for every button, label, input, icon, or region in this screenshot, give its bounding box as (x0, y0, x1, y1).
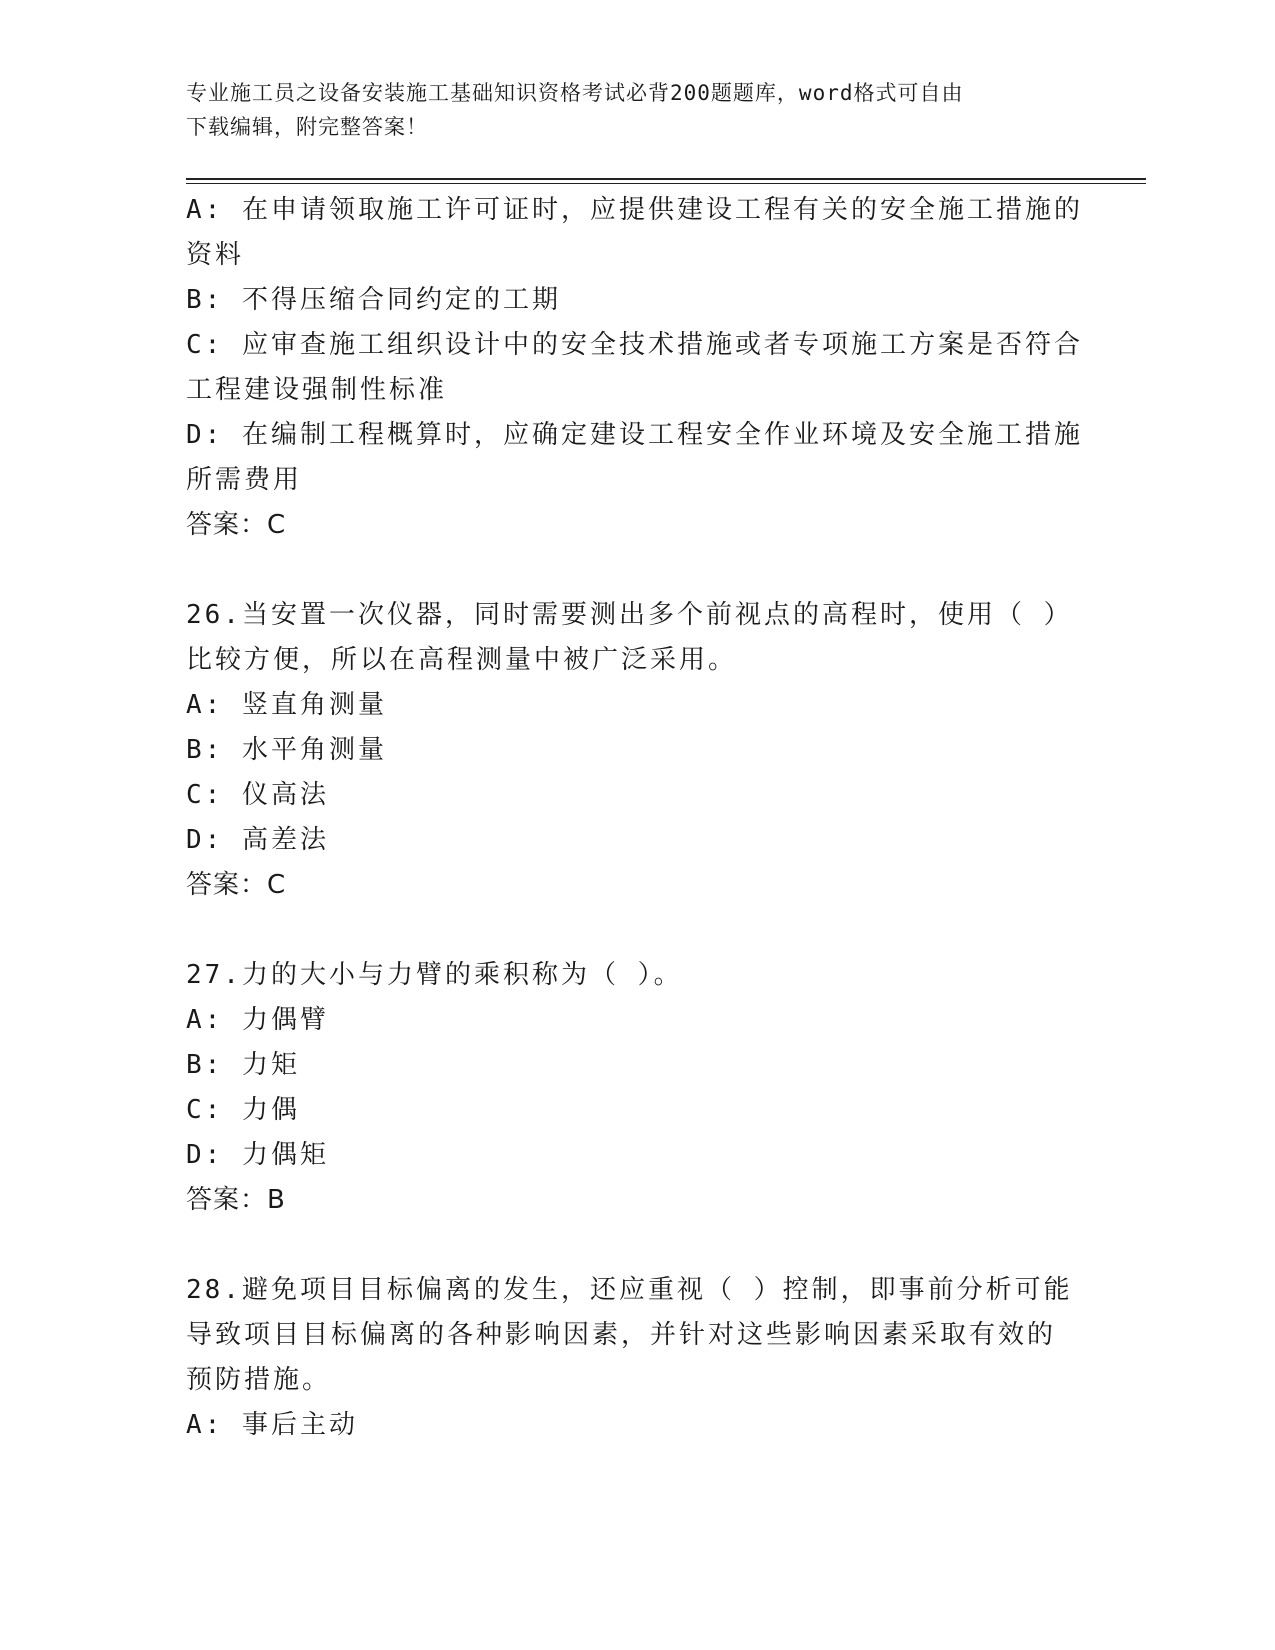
q28-question-line1: 28.避免项目目标偏离的发生，还应重视（ ）控制，即事前分析可能 (186, 1275, 1073, 1305)
q25-option-d-line2: 所需费用 (186, 465, 303, 495)
document-body (186, 188, 1086, 1448)
q28-question-line2: 导致项目目标偏离的各种影响因素，并针对这些影响因素采取有效的 (186, 1320, 1057, 1350)
q27-question-line1: 27.力的大小与力臂的乘积称为（ ）。 (186, 960, 683, 990)
q27-option-b: B: 力矩 (186, 1050, 300, 1080)
question-25-block (186, 188, 1086, 548)
spacer (186, 908, 1086, 953)
q26-option-b: B: 水平角测量 (186, 735, 387, 765)
q25-option-a-line1: A: 在申请领取施工许可证时，应提供建设工程有关的安全施工措施的 (186, 195, 1083, 225)
header-line-2: 下载编辑，附完整答案！ (186, 115, 428, 139)
question-26-block (186, 593, 1086, 908)
q26-option-d: D: 高差法 (186, 825, 329, 855)
q27-option-c: C: 力偶 (186, 1095, 300, 1125)
q28-question-line3: 预防措施。 (186, 1365, 332, 1395)
q25-option-a-line2: 资料 (186, 240, 245, 270)
q27-option-d: D: 力偶矩 (186, 1140, 329, 1170)
q26-question-line2: 比较方便，所以在高程测量中被广泛采用。 (186, 645, 738, 675)
q25-option-c-line2: 工程建设强制性标准 (186, 375, 448, 405)
q25-answer: 答案：C (186, 510, 287, 540)
question-27-block (186, 953, 1086, 1223)
q28-option-a: A: 事后主动 (186, 1410, 358, 1440)
q25-option-c-line1: C: 应审查施工组织设计中的安全技术措施或者专项施工方案是否符合 (186, 330, 1083, 360)
q25-option-b: B: 不得压缩合同约定的工期 (186, 285, 561, 315)
question-28-block (186, 1268, 1086, 1448)
spacer (186, 1223, 1086, 1268)
header-line-1: 专业施工员之设备安装施工基础知识资格考试必背200题题库，word格式可自由 (186, 81, 964, 105)
q26-answer: 答案：C (186, 870, 287, 900)
q26-option-c: C: 仪高法 (186, 780, 329, 810)
q27-answer: 答案：B (186, 1185, 286, 1215)
spacer (186, 548, 1086, 593)
q27-option-a: A: 力偶臂 (186, 1005, 329, 1035)
q26-option-a: A: 竖直角测量 (186, 690, 387, 720)
header-divider (186, 178, 1146, 184)
q25-option-d-line1: D: 在编制工程概算时，应确定建设工程安全作业环境及安全施工措施 (186, 420, 1083, 450)
q26-question-line1: 26.当安置一次仪器，同时需要测出多个前视点的高程时，使用（ ） (186, 600, 1073, 630)
document-header (186, 76, 1066, 144)
